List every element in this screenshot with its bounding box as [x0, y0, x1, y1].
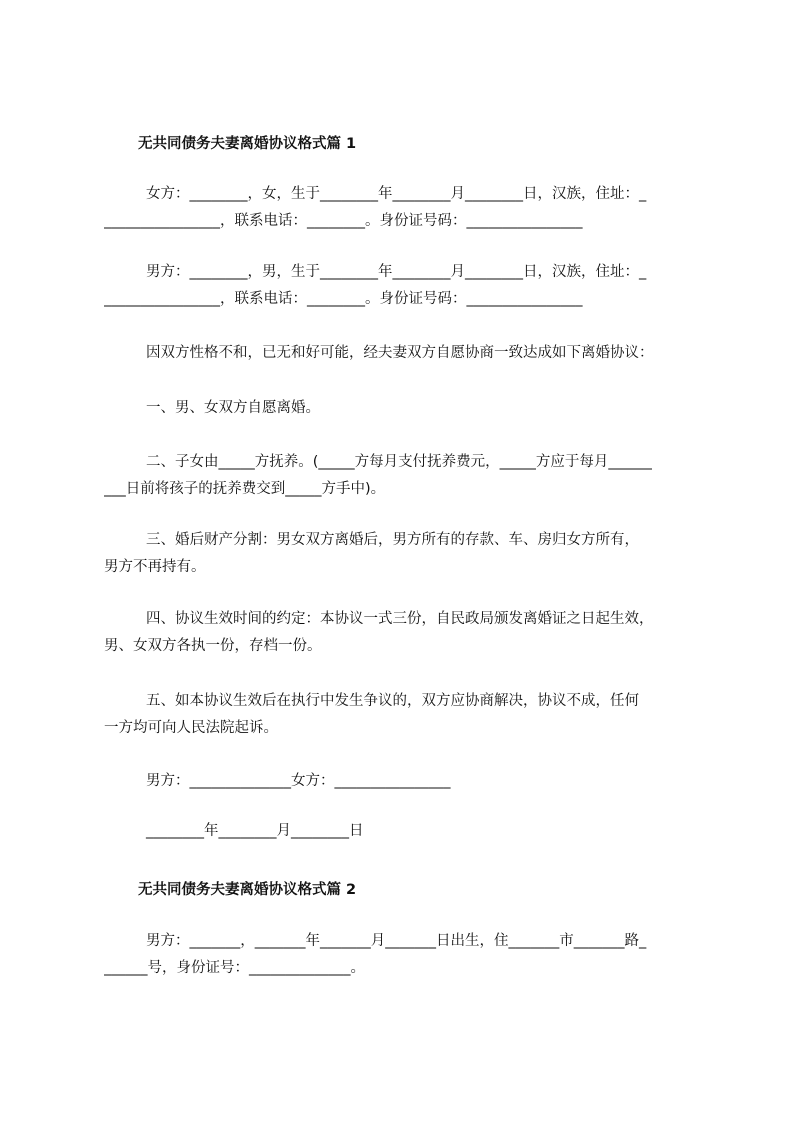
paragraph-line: ________年________月________日	[146, 823, 364, 839]
paragraph-line: 三、婚后财产分割：男女双方离婚后，男方所有的存款、车、房归女方所有，	[146, 532, 639, 548]
paragraph-husband-info-2	[104, 928, 702, 982]
paragraph-line: ______号，身份证号：______________。	[104, 960, 365, 976]
section-heading: 无共同债务夫妻离婚协议格式篇 2	[138, 882, 357, 898]
paragraph-line: 男方：_______，_______年_______月_______日出生，住_______市_______路_	[146, 933, 647, 949]
clause-2	[104, 449, 702, 503]
paragraph-line: 男、女双方各执一份，存档一份。	[104, 638, 322, 654]
paragraph-husband-info	[104, 259, 702, 313]
paragraph-line: 男方：______________女方：________________	[146, 773, 451, 789]
paragraph-line: 男方：________，男，生于________年________月________日，汉族，住址：_	[146, 264, 647, 280]
paragraph-line: 女方：________，女，生于________年________月________日，汉族，住址：_	[146, 186, 647, 202]
paragraph-line: ________________，联系电话：________。身份证号码：________________	[104, 213, 583, 229]
paragraph-line: 男方不再持有。	[104, 559, 206, 575]
section-heading: 无共同债务夫妻离婚协议格式篇 1	[138, 136, 357, 152]
paragraph-line: 四、协议生效时间的约定：本协议一式三份，自民政局颁发离婚证之日起生效，	[146, 611, 654, 627]
clause-5	[104, 688, 702, 742]
paragraph-reason	[104, 340, 702, 367]
paragraph-line: ___日前将孩子的抚养费交到_____方手中)。	[104, 481, 386, 497]
paragraph-line: 因双方性格不和，已无和好可能，经夫妻双方自愿协商一致达成如下离婚协议：	[146, 345, 654, 361]
paragraph-line: 一、男、女双方自愿离婚。	[146, 400, 320, 416]
clause-4	[104, 606, 702, 660]
paragraph-line: 五、如本协议生效后在执行中发生争议的，双方应协商解决，协议不成，任何	[146, 693, 639, 709]
signature-line	[104, 768, 702, 795]
clause-3	[104, 527, 702, 581]
clause-1	[104, 395, 702, 422]
paragraph-line: 二、子女由_____方抚养。(_____方每月支付抚养费元，_____方应于每月______	[146, 454, 652, 470]
date-line	[104, 818, 702, 845]
paragraph-line: ________________，联系电话：________。身份证号码：________________	[104, 291, 583, 307]
paragraph-line: 一方均可向人民法院起诉。	[104, 720, 278, 736]
paragraph-wife-info	[104, 181, 702, 235]
